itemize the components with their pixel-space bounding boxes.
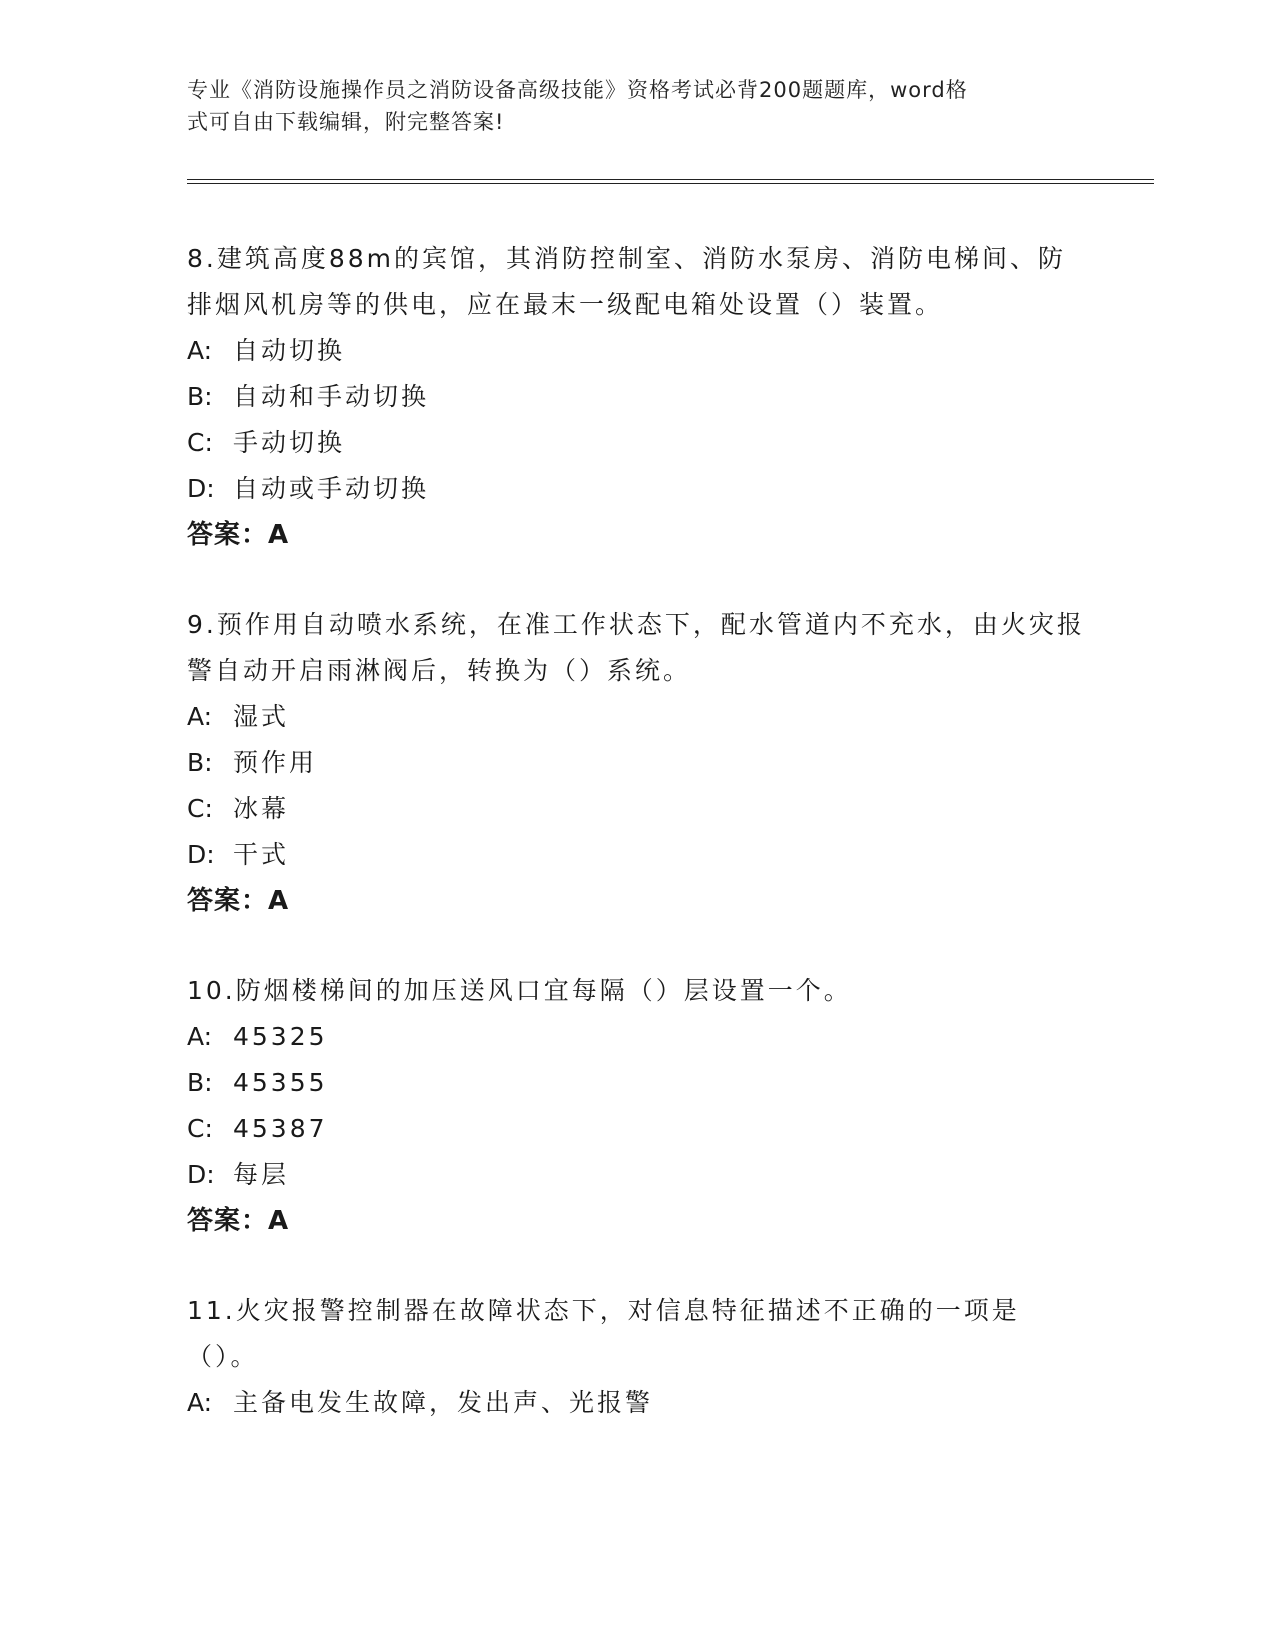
option-letter: B: — [187, 382, 213, 411]
option-c — [187, 1106, 1087, 1152]
option-text: 每层 — [233, 1160, 290, 1189]
option-c — [187, 420, 1087, 466]
option-a — [187, 694, 1087, 740]
option-letter: C: — [187, 428, 213, 457]
option-d — [187, 466, 1087, 512]
question-list — [187, 236, 1087, 1470]
option-text: 自动或手动切换 — [233, 474, 430, 503]
header-divider-top — [187, 179, 1154, 180]
header-divider-bottom — [187, 183, 1154, 184]
option-letter: B: — [187, 748, 213, 777]
option-b — [187, 1060, 1087, 1106]
question-11 — [187, 1288, 1087, 1426]
option-text: 手动切换 — [233, 428, 346, 457]
option-text: 自动切换 — [233, 336, 346, 365]
option-letter: A: — [187, 1022, 213, 1051]
header-line-1: 专业《消防设施操作员之消防设备高级技能》资格考试必背200题题库，word格 — [187, 78, 968, 102]
option-a — [187, 328, 1087, 374]
option-letter: D: — [187, 840, 215, 869]
answer-label: 答案：A — [187, 520, 290, 550]
option-letter: C: — [187, 1114, 213, 1143]
option-text: 预作用 — [233, 748, 318, 777]
option-letter: D: — [187, 1160, 215, 1189]
document-header — [187, 74, 1067, 138]
option-c — [187, 786, 1087, 832]
option-text: 冰幕 — [233, 794, 290, 823]
option-letter: B: — [187, 1068, 213, 1097]
option-b — [187, 374, 1087, 420]
option-letter: A: — [187, 702, 213, 731]
option-text: 45325 — [233, 1022, 328, 1051]
option-b — [187, 740, 1087, 786]
option-a — [187, 1380, 1087, 1426]
option-text: 45387 — [233, 1114, 328, 1143]
answer-label: 答案：A — [187, 886, 290, 916]
option-letter: D: — [187, 474, 215, 503]
option-d — [187, 832, 1087, 878]
question-9 — [187, 602, 1087, 924]
question-stem: 8.建筑高度88m的宾馆，其消防控制室、消防水泵房、消防电梯间、防排烟风机房等的供电，应在最末一级配电箱处设置（）装置。 — [187, 244, 1067, 319]
question-8 — [187, 236, 1087, 558]
answer-label: 答案：A — [187, 1206, 290, 1236]
option-letter: A: — [187, 1388, 213, 1417]
question-stem: 9.预作用自动喷水系统，在准工作状态下，配水管道内不充水，由火灾报警自动开启雨淋阀后，转换为（）系统。 — [187, 610, 1085, 685]
option-text: 主备电发生故障，发出声、光报警 — [233, 1388, 654, 1417]
header-line-2: 式可自由下载编辑，附完整答案! — [187, 110, 505, 134]
option-text: 湿式 — [233, 702, 290, 731]
question-10 — [187, 968, 1087, 1244]
option-letter: A: — [187, 336, 213, 365]
option-text: 干式 — [233, 840, 290, 869]
question-stem: 10.防烟楼梯间的加压送风口宜每隔（）层设置一个。 — [187, 976, 852, 1005]
option-d — [187, 1152, 1087, 1198]
option-a — [187, 1014, 1087, 1060]
option-text: 45355 — [233, 1068, 328, 1097]
question-stem: 11.火灾报警控制器在故障状态下，对信息特征描述不正确的一项是（）。 — [187, 1296, 1020, 1371]
option-text: 自动和手动切换 — [233, 382, 430, 411]
option-letter: C: — [187, 794, 213, 823]
